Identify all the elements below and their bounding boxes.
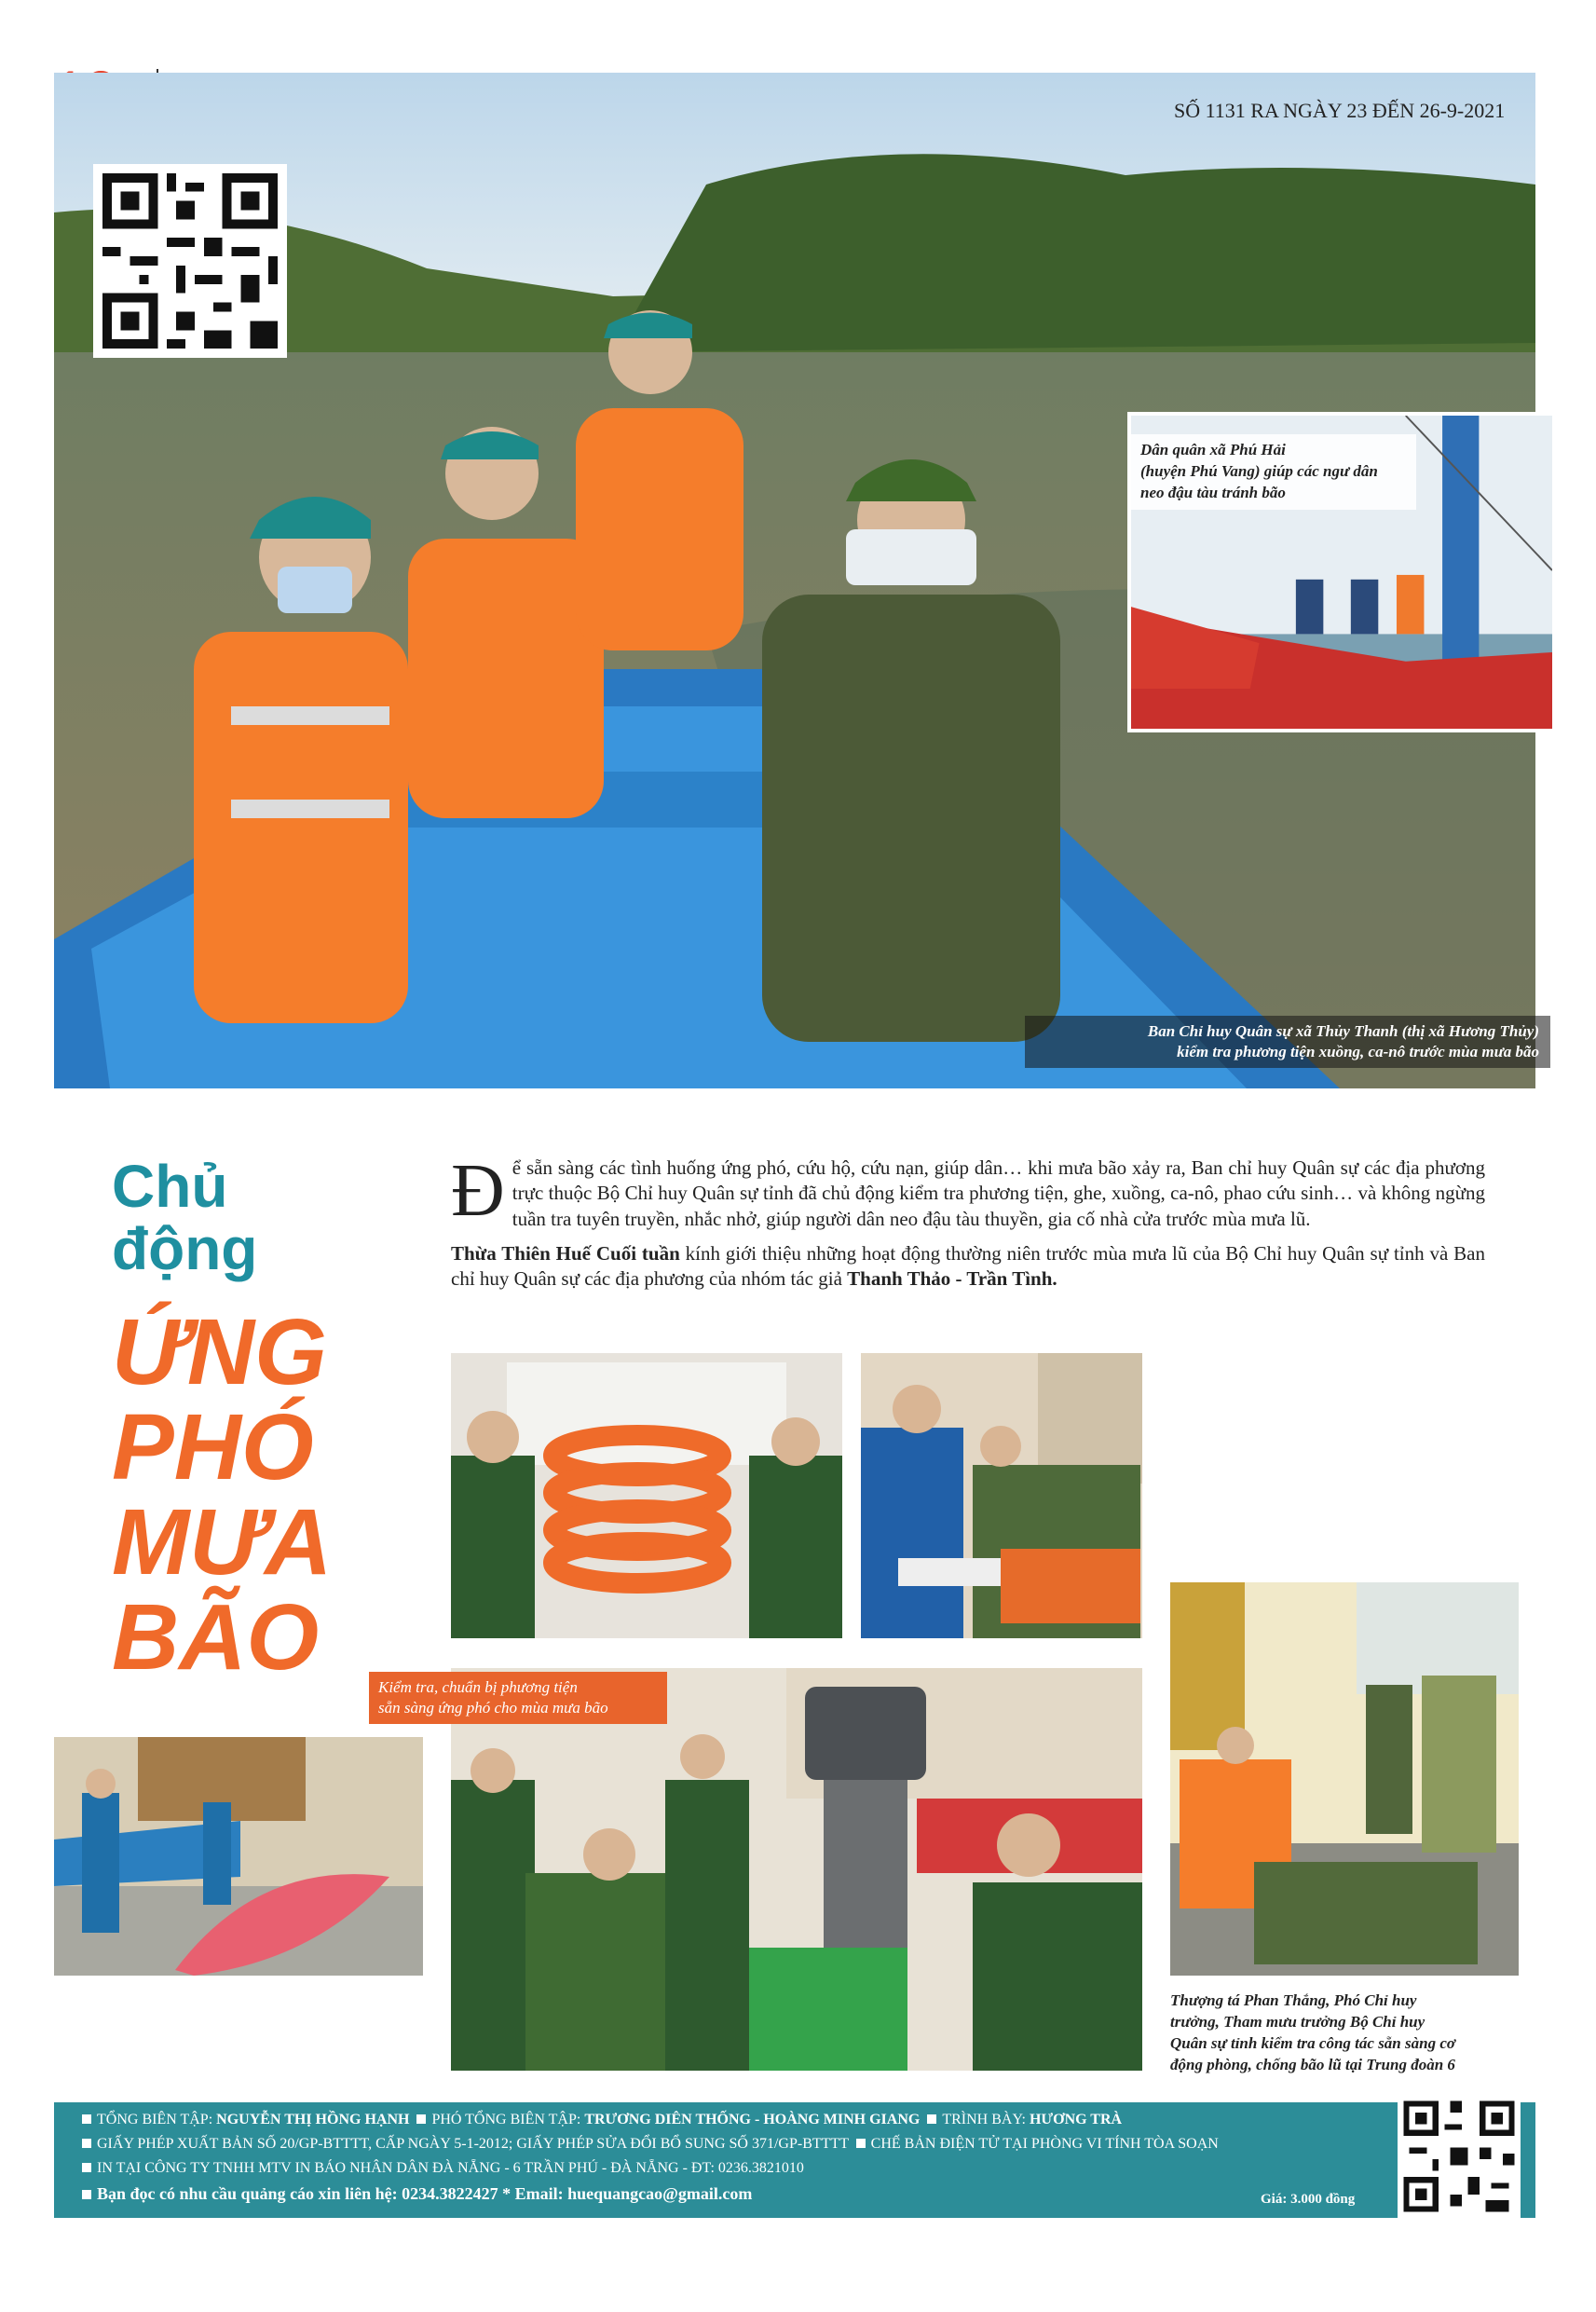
headline-part1: [112, 1153, 258, 1283]
headline-line2: động: [112, 1215, 258, 1283]
main-caption-line1: Ban Chỉ huy Quân sự xã Thủy Thanh (thị xã Hương Thủy): [1147, 1022, 1539, 1040]
photo-inspection-right: [1170, 1582, 1519, 1976]
photo-yamaha-engine: [451, 1668, 1142, 2071]
bullet-icon: [82, 2190, 91, 2199]
price: Giá: 3.000 đồng: [1261, 2192, 1356, 2207]
license-text: GIẤY PHÉP XUẤT BẢN SỐ 20/GP-BTTTT, CẤP NGÀY 5-1-2012; GIẤY PHÉP SỬA ĐỔI BỔ SUNG SỐ 371/GP-BTTTT: [97, 2136, 849, 2152]
publication-name: Thừa Thiên Huế Cuối tuần: [451, 1241, 680, 1265]
inset-caption-line3: neo đậu tàu tránh bão: [1140, 483, 1286, 501]
footer-line-license: [78, 2136, 1219, 2153]
footer-line-printer: [78, 2160, 804, 2177]
right-caption-line1: Thượng tá Phan Thắng, Phó Chỉ huy: [1170, 1991, 1417, 2009]
printer-text: IN TẠI CÔNG TY TNHH MTV IN BÁO NHÂN DÂN ĐÀ NẴNG - 6 TRẦN PHÚ - ĐÀ NẴNG - ĐT: 0236.3821010: [97, 2160, 804, 2176]
inset-caption-line2: (huyện Phú Vang) giúp các ngư dân: [1140, 461, 1378, 480]
deputy-editor-names: TRƯƠNG DIÊN THỐNG - HOÀNG MINH GIANG: [584, 2112, 921, 2127]
editor-in-chief-name: NGUYỄN THỊ HỒNG HẠNH: [216, 2112, 410, 2127]
lede-paragraph-2: [451, 1241, 1485, 1293]
footer-masthead: [54, 2102, 1535, 2218]
headline-line5: MƯA: [112, 1490, 333, 1594]
orange-caption: [369, 1672, 667, 1724]
author-names: Thanh Thảo - Trần Tình.: [847, 1267, 1057, 1291]
inset-photo-caption: [1131, 434, 1416, 510]
editor-in-chief-label: TỔNG BIÊN TẬP:: [97, 2112, 217, 2127]
outboard-engine-photo-icon: [451, 1668, 1142, 2071]
bullet-icon: [82, 2114, 91, 2124]
bullet-icon: [856, 2139, 866, 2148]
qr-code-top: [93, 164, 287, 358]
orange-caption-line2: sẵn sàng ứng phó cho mùa mưa bão: [378, 1699, 608, 1717]
headline-line1: Chủ: [112, 1153, 228, 1220]
bullet-icon: [82, 2139, 91, 2148]
main-caption-line2: kiểm tra phương tiện xuồng, ca-nô trước mùa mưa bão: [1177, 1043, 1539, 1061]
lede-paragraph-1: [451, 1150, 1485, 1232]
bullet-icon: [927, 2114, 936, 2124]
qr-code-footer: [1398, 2095, 1521, 2218]
lede-para1-text: ể sẵn sàng các tình huống ứng phó, cứu hộ, cứu nạn, giúp dân… khi mưa bão xảy ra, Ban chỉ huy Quân sự các địa phương trực thuộc Bộ Chỉ huy Quân sự tỉnh đã chủ động kiểm tra phương tiện, ghe, xuồng, ca-nô, phao cứu sinh… và không ngừng tuần tra tuyên truyền, nhắc nhở, giúp người dân neo đậu tàu thuyền, gia cố nhà cửa trước mùa mưa lũ.: [512, 1156, 1485, 1230]
drop-cap: Đ: [451, 1150, 505, 1232]
photo-lifebuoys: [451, 1353, 842, 1638]
advertising-contact: Bạn đọc có nhu cầu quảng cáo xin liên hệ: 0234.3822427 * Email: huequangcao@gmail.com: [97, 2184, 753, 2203]
article-lede: [451, 1150, 1485, 1301]
photo-chainsaw: [861, 1353, 1142, 1638]
right-caption-line3: Quân sự tỉnh kiểm tra công tác sẵn sàng cơ: [1170, 2033, 1455, 2052]
chainsaw-photo-icon: [861, 1353, 1142, 1638]
headline-line6: BÃO: [112, 1585, 320, 1690]
rowboat-photo-icon: [54, 1737, 423, 1976]
bullet-icon: [416, 2114, 426, 2124]
lede-para2-text: kính giới thiệu những hoạt động thường niên trước mùa mưa lũ của Bộ Chỉ huy Quân sự tỉnh và Ban chỉ huy Quân sự các địa phương của nhóm tác giả: [451, 1241, 1485, 1291]
lifebuoy-photo-icon: [451, 1353, 842, 1638]
layout-label: TRÌNH BÀY:: [942, 2112, 1030, 2127]
bullet-icon: [82, 2163, 91, 2172]
inset-caption-line1: Dân quân xã Phú Hải: [1140, 441, 1286, 458]
headline-line3: ỨNG: [112, 1300, 327, 1404]
right-caption-line2: trưởng, Tham mưu trưởng Bộ Chỉ huy: [1170, 2012, 1425, 2031]
headline-line4: PHÓ: [112, 1395, 314, 1499]
orange-caption-line1: Kiểm tra, chuẩn bị phương tiện: [378, 1678, 578, 1696]
regiment-inspection-photo-icon: [1170, 1582, 1519, 1976]
headline-part2: [112, 1300, 333, 1690]
photo-boats-left: [54, 1737, 423, 1976]
main-photo-caption: [1025, 1016, 1550, 1068]
layout-name: HƯƠNG TRÀ: [1029, 2112, 1123, 2127]
deputy-editor-label: PHÓ TỔNG BIÊN TẬP:: [431, 2112, 585, 2127]
issue-date: SỐ 1131 RA NGÀY 23 ĐẾN 26-9-2021: [1174, 99, 1506, 122]
qr-code-icon: [93, 164, 287, 358]
typesetting-text: CHẾ BẢN ĐIỆN TỬ TẠI PHÒNG VI TÍNH TÒA SOẠN: [870, 2136, 1219, 2152]
right-caption-line4: động phòng, chống bão lũ tại Trung đoàn 6: [1170, 2055, 1455, 2073]
footer-line-ads: [78, 2184, 752, 2204]
right-photo-caption: [1170, 1991, 1524, 2076]
footer-line-editors: [78, 2112, 1122, 2128]
qr-code-icon: [1398, 2095, 1521, 2218]
